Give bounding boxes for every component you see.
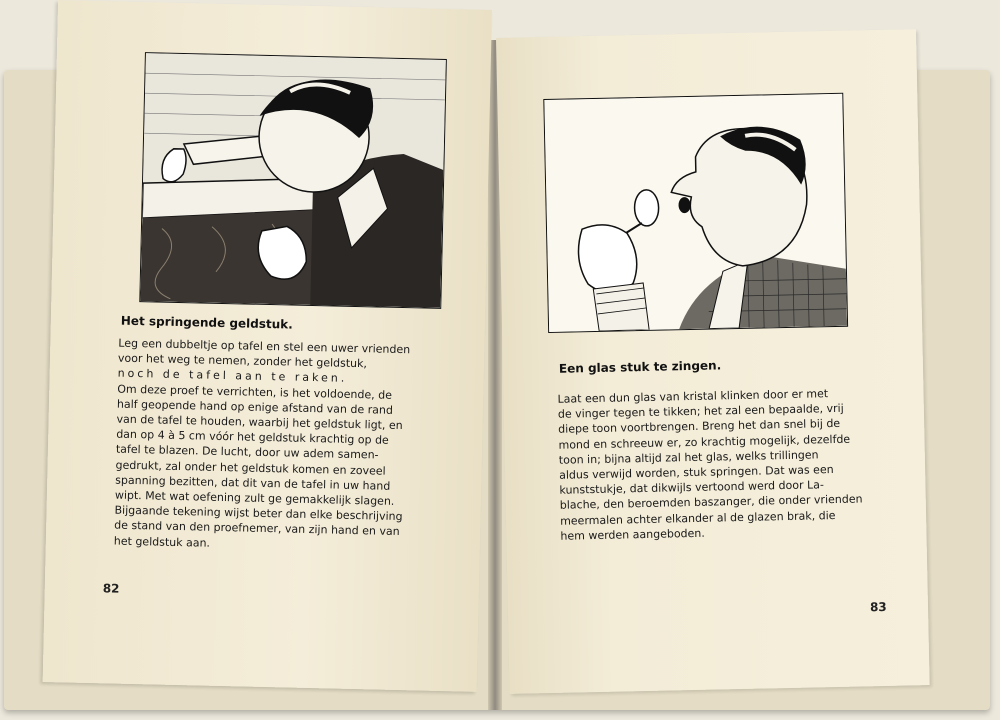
text-line: tafel te blazen. De lucht, door uw adem samen- bbox=[115, 443, 379, 462]
illustration-blowing-coin bbox=[139, 52, 447, 309]
text-line: gedrukt, zal onder het geldstuk komen en zoveel bbox=[115, 458, 386, 478]
text-line: kunststukje, dat dikwijls vertoond werd door La- bbox=[559, 478, 825, 497]
text-line: hem werden aangeboden. bbox=[560, 526, 705, 543]
text-line: diepe toon voortbrengen. Breng het dan snel bij de bbox=[558, 417, 841, 437]
text-line: Om deze proef te verrichten, is het voldoende, de bbox=[117, 382, 393, 402]
text-line: van de tafel te houden, waarbij het geldstuk ligt, en bbox=[116, 412, 403, 433]
text-line: het geldstuk aan. bbox=[113, 534, 211, 550]
text-line: wipt. Met wat oefening zult ge gemakkelijk slagen. bbox=[114, 488, 395, 508]
page-number-left: 82 bbox=[102, 581, 120, 596]
text-line: de vinger tegen te tikken; het zal een bepaalde, vrij bbox=[557, 402, 844, 421]
text-line: blache, den beroemden baszanger, die onder vrienden bbox=[559, 492, 863, 513]
text-line: half geopende hand op enige afstand van de rand bbox=[116, 397, 394, 417]
page-number-right: 83 bbox=[869, 599, 887, 615]
text-line: Leg een dubbeltje op tafel en stel een uwer vrienden bbox=[118, 336, 411, 357]
text-line: voor het weg te nemen, zonder het geldstuk, bbox=[117, 351, 368, 371]
text-line: mond en schreeuw er, zo krachtig mogelijk, dezelfde bbox=[558, 432, 851, 452]
trick-heading-right: Een glas stuk te zingen. bbox=[558, 358, 722, 376]
left-page bbox=[43, 0, 492, 692]
singing-glass-drawing bbox=[544, 94, 847, 332]
text-line: de stand van den proefnemer, van zijn hand en van bbox=[114, 519, 400, 539]
blowing-coin-drawing bbox=[140, 53, 446, 308]
illustration-singing-glass bbox=[543, 93, 848, 333]
text-line: meermalen achter elkander al de glazen brak, die bbox=[559, 508, 836, 528]
text-line: spanning bezitten, dat dit van de tafel in uw hand bbox=[115, 473, 391, 493]
text-line: toon in; bijna altijd zal het glas, welks trillingen bbox=[558, 448, 819, 467]
text-line: dan op 4 à 5 cm vóór het geldstuk krachtig op de bbox=[116, 427, 389, 447]
trick-heading-left: Het springende geldstuk. bbox=[120, 313, 293, 332]
text-line: aldus verwijd worden, stuk springen. Dat was een bbox=[559, 463, 834, 482]
trick-description-right bbox=[557, 385, 866, 543]
trick-description-left bbox=[114, 336, 445, 556]
text-line-spaced: noch de tafel aan te raken. bbox=[117, 367, 348, 386]
text-line: Laat een dun glas van kristal klinken door er met bbox=[557, 387, 829, 406]
right-page bbox=[496, 29, 930, 694]
text-line: Bijgaande tekening wijst beter dan elke beschrijving bbox=[114, 503, 403, 524]
